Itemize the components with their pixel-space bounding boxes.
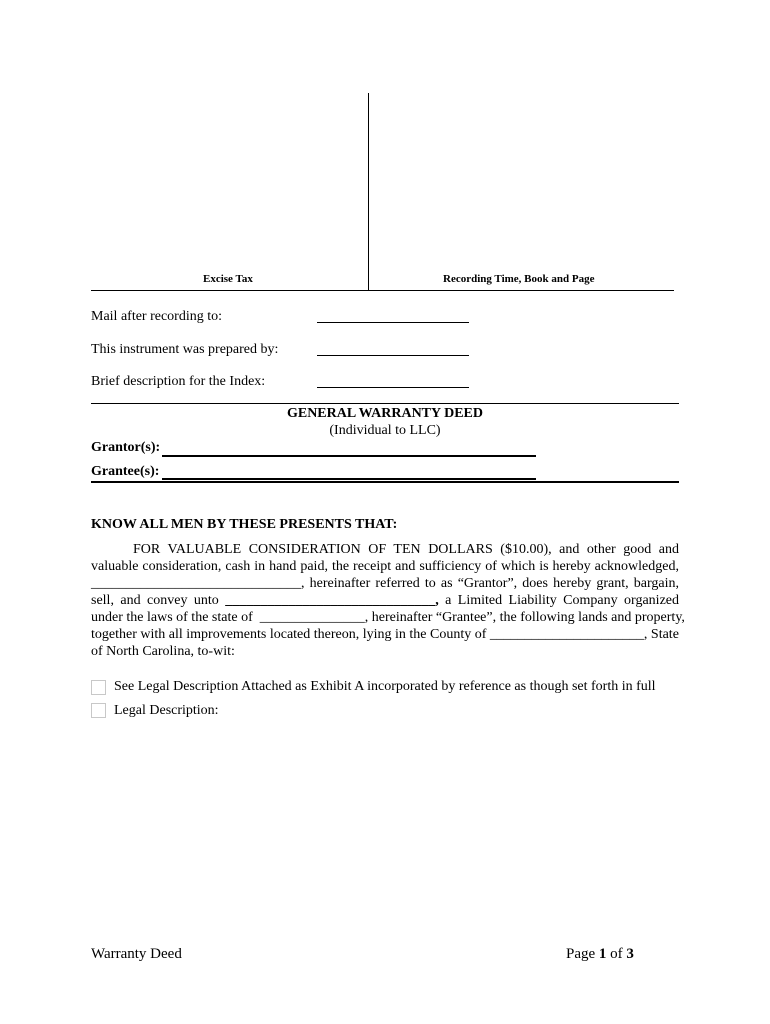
exhibit-a-label: See Legal Description Attached as Exhibit A incorporated by reference as though set forth in full — [114, 679, 656, 694]
grantor-clause: , hereinafter referred to as “Grantor”, does hereby grant, bargain, — [301, 576, 679, 591]
paragraph-line-2: valuable consideration, cash in hand paid, the receipt and sufficiency of which is hereby acknowledged, — [91, 559, 679, 574]
grantee-label: Grantee(s): — [91, 464, 160, 479]
grantee-blank[interactable]: ______________________________, — [225, 593, 439, 608]
paragraph-line-3 — [91, 575, 679, 592]
prepared-by-field[interactable] — [317, 355, 469, 356]
llc-text: a Limited Liability Company organized — [445, 593, 679, 608]
grantor-field[interactable] — [162, 455, 536, 457]
grantee-field[interactable] — [162, 478, 536, 480]
header-rule — [91, 290, 674, 291]
section-rule-bottom — [91, 481, 679, 483]
recording-time-label: Recording Time, Book and Page — [443, 273, 595, 285]
paragraph-line-6: together with all improvements located thereon, lying in the County of ______________________, State — [91, 627, 679, 642]
page-of: of — [606, 946, 627, 962]
excise-tax-label: Excise Tax — [203, 273, 253, 285]
total-pages: 3 — [626, 946, 634, 962]
paragraph-line-7: of North Carolina, to-wit: — [91, 644, 235, 659]
paragraph-line-5 — [91, 609, 685, 626]
grantor-label: Grantor(s): — [91, 440, 161, 455]
paragraph-line-1: FOR VALUABLE CONSIDERATION OF TEN DOLLARS ($10.00), and other good and — [133, 542, 679, 557]
index-description-label: Brief description for the Index: — [91, 374, 266, 389]
paragraph-line-4 — [91, 592, 679, 609]
mail-after-recording-label: Mail after recording to: — [91, 309, 223, 324]
header-divider — [368, 93, 369, 290]
grantee-clause: , hereinafter “Grantee”, the following lands and property, — [364, 610, 685, 625]
state-laws-text: under the laws of the state of — [91, 610, 253, 625]
legal-description-label: Legal Description: — [114, 703, 219, 718]
state-blank[interactable]: _______________ — [259, 610, 365, 625]
section-rule-top — [91, 403, 679, 404]
current-page: 1 — [598, 946, 607, 962]
grantor-blank[interactable]: ______________________________ — [91, 576, 301, 591]
legal-description-checkbox[interactable] — [91, 703, 106, 718]
footer-document-name: Warranty Deed — [91, 946, 182, 962]
mail-after-recording-field[interactable] — [317, 322, 469, 323]
body-heading: KNOW ALL MEN BY THESE PRESENTS THAT: — [91, 517, 398, 532]
page-prefix: Page — [566, 946, 599, 962]
deed-subtitle: (Individual to LLC) — [329, 423, 441, 438]
convey-text: sell, and convey unto — [91, 593, 219, 608]
index-description-field[interactable] — [317, 387, 469, 388]
deed-title: GENERAL WARRANTY DEED — [286, 406, 484, 421]
prepared-by-label: This instrument was prepared by: — [91, 342, 279, 357]
consideration-paragraph — [91, 541, 685, 660]
page-number — [566, 946, 634, 963]
exhibit-a-checkbox[interactable] — [91, 680, 106, 695]
